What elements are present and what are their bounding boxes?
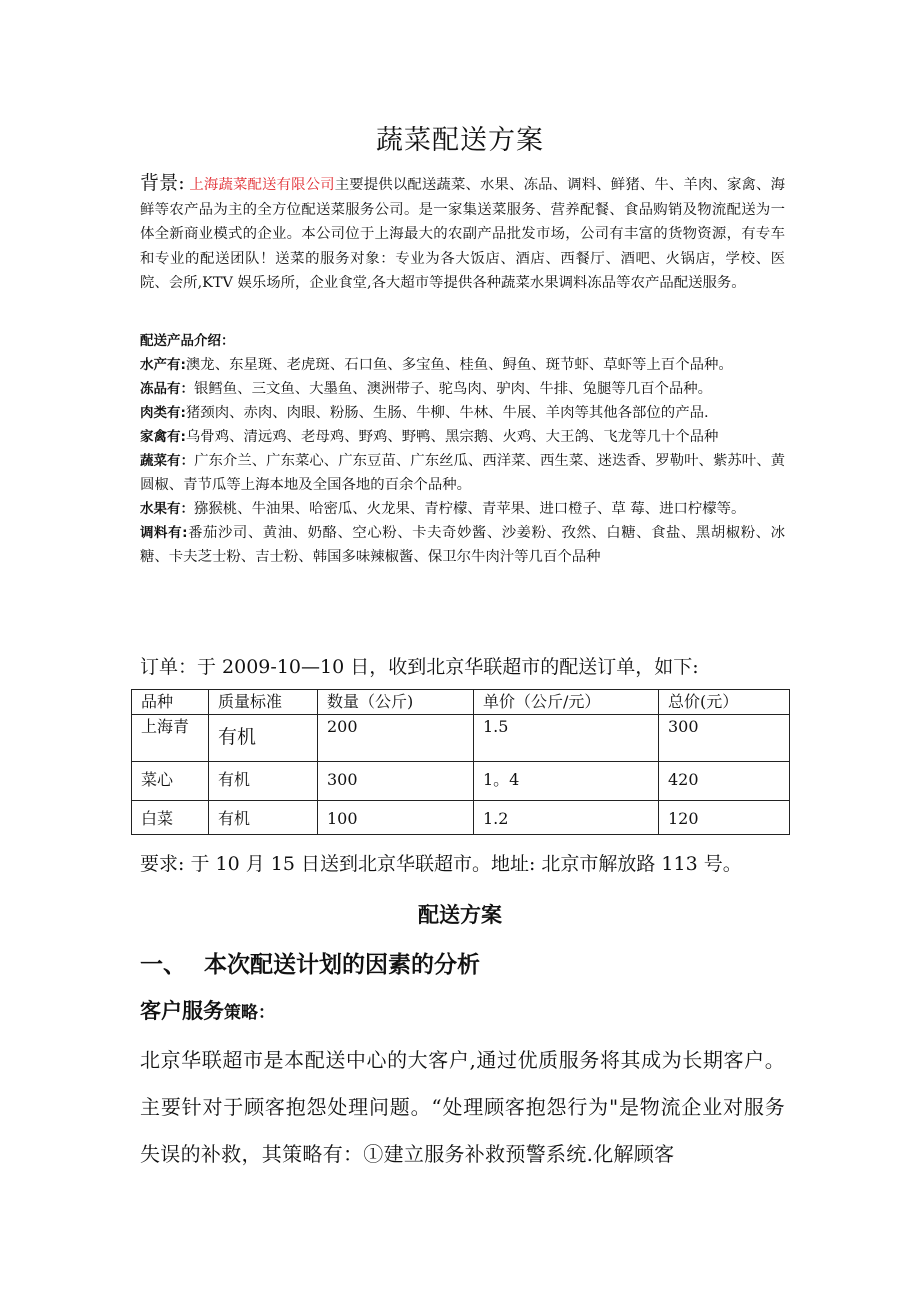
body-paragraph: 北京华联超市是本配送中心的大客户,通过优质服务将其成为长期客户。主要针对于顾客抱怨处理问题。“处理顾客抱怨行为"是物流企业对服务失误的补救，其策略有：①建立服务补救预警系统.化解顾客 xyxy=(140,1048,785,1166)
table-row xyxy=(132,715,790,762)
section-heading-2 xyxy=(140,995,785,1025)
table-cell: 420 xyxy=(659,762,790,801)
table-row xyxy=(132,762,790,801)
product-item: 调料有:番茄沙司、黄油、奶酪、空心粉、卡夫奇妙酱、沙姜粉、孜然、白糖、食盐、黑胡椒粉、冰糖、卡夫芝士粉、吉士粉、韩国多味辣椒酱、保卫尔牛肉汁等几百个品种 xyxy=(140,525,785,565)
background-text: 主要提供以配送蔬菜、水果、冻品、调料、鲜猪、牛、羊肉、家禽、海鲜等农产品为主的全方位配送菜服务公司。是一家集送菜服务、营养配餐、食品购销及物流配送为一体全新商业模式的企业。本公司位于上海最大的农副产品批发市场，公司有丰富的货物资源，有专车和专业的配送团队！送菜的服务对象：专业为各大饭店、酒店、西餐厅、酒吧、火锅店，学校、医院、会所,KTV 娱乐场所，企业食堂,各大超市等提供各种蔬菜水果调料冻品等农产品配送服务。 xyxy=(140,177,785,291)
table-cell: 1.5 xyxy=(474,715,659,762)
plan-title: 配送方案 xyxy=(418,903,502,927)
requirement-line: 要求: 于 10 月 15 日送到北京华联超市。地址: 北京市解放路 113 号。 xyxy=(140,853,742,875)
order-table xyxy=(131,689,790,835)
table-cell: 有机 xyxy=(209,715,318,762)
product-item: 水果有：猕猴桃、牛油果、哈密瓜、火龙果、青柠檬、青苹果、进口橙子、草 莓、进口柠檬等。 xyxy=(140,501,746,517)
table-cell: 300 xyxy=(659,715,790,762)
products-section xyxy=(140,329,785,569)
section-heading-1 xyxy=(140,946,785,979)
table-header: 总价(元） xyxy=(659,690,790,715)
product-item: 肉类有:猪颈肉、赤肉、肉眼、粉肠、生肠、牛柳、牛林、牛展、羊肉等其他各部位的产品. xyxy=(140,405,709,421)
product-item: 家禽有:乌骨鸡、清远鸡、老母鸡、野鸡、野鸭、黑宗鹅、火鸡、大王鸽、飞龙等几十个品种 xyxy=(140,429,719,445)
table-cell: 上海青 xyxy=(132,715,209,762)
table-header: 质量标准 xyxy=(209,690,318,715)
background-paragraph xyxy=(140,171,785,296)
product-item: 蔬菜有：广东介兰、广东菜心、广东豆苗、广东丝瓜、西洋菜、西生菜、迷迭香、罗勒叶、紫苏叶、黄圆椒、青节瓜等上海本地及全国各地的百余个品种。 xyxy=(140,453,785,493)
section-title: 本次配送计划的因素的分析 xyxy=(204,952,480,978)
table-header: 品种 xyxy=(132,690,209,715)
table-cell: 100 xyxy=(318,801,474,835)
table-cell: 300 xyxy=(318,762,474,801)
section-number: 一、 xyxy=(140,952,186,978)
table-cell: 有机 xyxy=(209,762,318,801)
table-cell: 200 xyxy=(318,715,474,762)
table-cell: 1。4 xyxy=(474,762,659,801)
table-cell: 120 xyxy=(659,801,790,835)
product-item: 水产有:澳龙、东星斑、老虎斑、石口鱼、多宝鱼、桂鱼、鲟鱼、斑节虾、草虾等上百个品种。 xyxy=(140,357,733,373)
product-item: 冻品有：银鳕鱼、三文鱼、大墨鱼、澳洲带子、驼鸟肉、驴肉、牛排、兔腿等几百个品种。 xyxy=(140,381,713,397)
table-cell: 有机 xyxy=(209,801,318,835)
company-name: 上海蔬菜配送有限公司 xyxy=(189,177,335,193)
subsection-title: 客户服务 xyxy=(140,999,224,1023)
table-header: 数量（公斤) xyxy=(318,690,474,715)
table-cell: 1.2 xyxy=(474,801,659,835)
products-heading: 配送产品介绍： xyxy=(140,333,235,349)
table-cell: 白菜 xyxy=(132,801,209,835)
order-line: 订单：于 2009-10—10 日，收到北京华联超市的配送订单，如下: xyxy=(140,656,699,678)
subsection-suffix: 策略： xyxy=(224,1003,275,1023)
table-header: 单价（公斤/元） xyxy=(474,690,659,715)
table-header-row xyxy=(132,690,790,715)
table-cell: 菜心 xyxy=(132,762,209,801)
background-lead: 背景: xyxy=(140,172,185,194)
document-title: 蔬菜配送方案 xyxy=(376,125,544,156)
table-row xyxy=(132,801,790,835)
